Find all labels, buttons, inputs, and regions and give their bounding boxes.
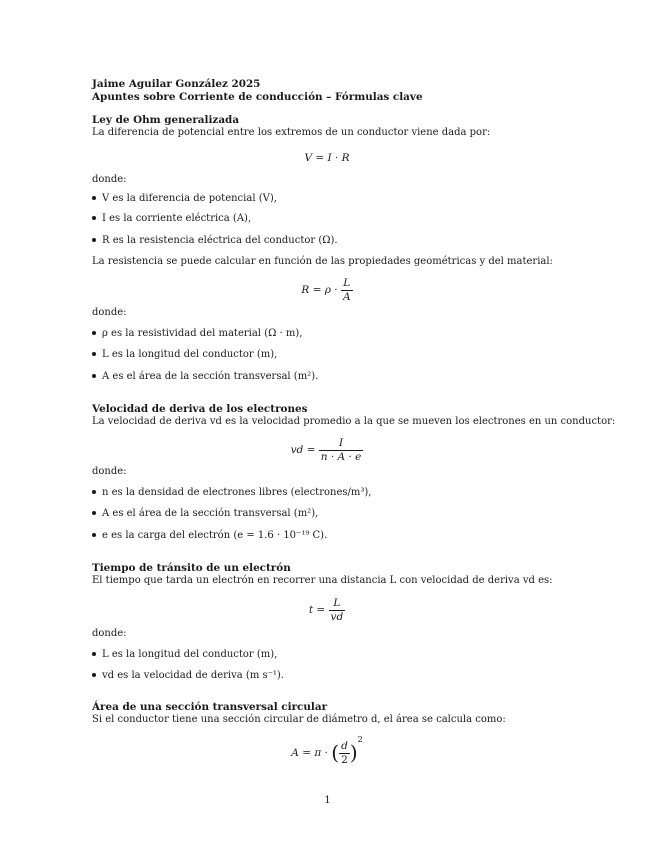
area-equation: A = π · ( $\frac{d}{2}$ )$^2$ [291,735,363,766]
area-intro: Si el conductor tiene una sección circular de diámetro d, el área se calcula como: [92,714,506,725]
bullet-icon [92,238,96,242]
bullet-icon [92,511,96,515]
bullet-icon [92,374,96,378]
drift-intro: La velocidad de deriva vd es la velocidad promedio a la que se mueven los electrones en un conductor: [92,416,616,427]
document-title: Apuntes sobre Corriente de conducción – Fórmulas clave [92,91,423,103]
bullet-icon [92,196,96,200]
bullet-icon [92,673,96,677]
item-area: A es el área de la sección transversal (m²). [92,371,318,384]
bullet-icon [92,331,96,335]
transit-donde: donde: [92,628,127,639]
item-n: n es la densidad de electrones libres (electrones/m³), [92,487,371,500]
item-e: e es la carga del electrón (e = 1.6 · 10⁻¹⁹ C). [92,530,327,543]
bullet-icon [92,216,96,220]
ohm-donde: donde: [92,174,127,185]
bullet-icon [92,652,96,656]
area-heading: Área de una sección transversal circular [92,701,328,713]
ohm-item-v: V es la diferencia de potencial (V), [92,193,277,206]
item-rho: ρ es la resistividad del material (Ω · m), [92,328,302,341]
right-paren-icon: ) [349,740,358,765]
ohm-item-r: R es la resistencia eléctrica del conductor (Ω). [92,235,338,248]
drift-fraction: $\frac{I}{n \cdot A \cdot e}$ [320,437,362,463]
area-fraction: $\frac{d}{2}$ [341,739,348,766]
drift-donde: donde: [92,466,127,477]
resistance-equation: R = ρ · $\frac{L}{A}$ [301,277,351,303]
resistance-intro: La resistencia se puede calcular en función de las propiedades geométricas y del material: [92,256,553,267]
ohm-intro: La diferencia de potencial entre los extremos de un conductor viene dada por: [92,127,491,138]
transit-heading: Tiempo de tránsito de un electrón [92,562,291,574]
bullet-icon [92,490,96,494]
item-vd: vd es la velocidad de deriva (m s⁻¹). [92,670,284,683]
drift-heading: Velocidad de deriva de los electrones [92,403,308,415]
resistance-fraction: $\frac{L}{A}$ [342,277,351,303]
ohm-equation: V = I · R [304,152,350,164]
page-number: 1 [324,795,331,806]
transit-equation: t = $\frac{L}{vd}$ [308,597,344,623]
bullet-icon [92,533,96,537]
item-length: L es la longitud del conductor (m), [92,349,277,362]
ohm-item-i: I es la corriente eléctrica (A), [92,213,251,226]
author-line: Jaime Aguilar González 2025 [92,78,261,90]
transit-intro: El tiempo que tarda un electrón en recorrer una distancia L con velocidad de deriva vd es: [92,575,553,586]
item-a: A es el área de la sección transversal (m²), [92,508,318,521]
transit-fraction: $\frac{L}{vd}$ [330,597,344,623]
ohm-heading: Ley de Ohm generalizada [92,114,240,126]
ohm-donde-2: donde: [92,307,127,318]
left-paren-icon: ( [331,740,340,765]
bullet-icon [92,352,96,356]
item-l: L es la longitud del conductor (m), [92,649,277,662]
drift-equation: vd = $\frac{I}{n \cdot A \cdot e}$ [290,437,362,463]
